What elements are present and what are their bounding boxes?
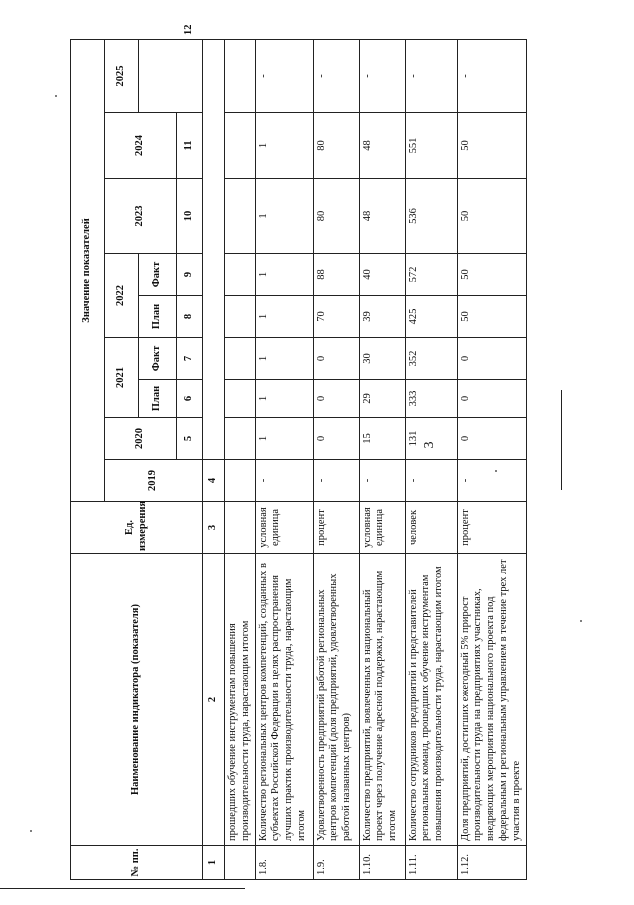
row-number: 1.12. — [457, 846, 526, 880]
value-2020: 15 — [359, 418, 405, 460]
value-2022-fact: 50 — [457, 254, 526, 296]
value-2025: - — [255, 39, 313, 112]
table-row — [225, 39, 256, 879]
column-number: 11 — [177, 113, 203, 179]
value-2021-plan: 0 — [457, 380, 526, 418]
header-plan-2022: План — [139, 296, 177, 338]
value-2024: 551 — [405, 113, 457, 179]
value-2020: 0 — [313, 418, 359, 460]
value-2021-plan: 333 — [405, 380, 457, 418]
row-number: 1.11. — [405, 846, 457, 880]
value-2023: 48 — [359, 179, 405, 254]
value-2025: - — [405, 39, 457, 112]
value-2020 — [225, 418, 256, 460]
indicator-name: Количество региональных центров компетенций, созданных в субъектах Российской Федерации в целях распространения лучших практик производительности труда, нарастающим итогом — [255, 554, 313, 846]
indicator-name: прошедших обучение инструментам повышения производительности труда, нарастающим итогом — [225, 554, 256, 846]
column-number: 6 — [177, 380, 203, 418]
value-2023 — [225, 179, 256, 254]
table-row — [457, 39, 526, 879]
value-2020: 131 — [405, 418, 457, 460]
table-row — [255, 39, 313, 879]
table-row — [405, 39, 457, 879]
value-2022-fact: 88 — [313, 254, 359, 296]
unit: человек — [405, 502, 457, 554]
indicator-name: Количество сотрудников предприятий и представителей региональных команд, прошедших обучение инструментам повышения производительности труда, нарастающим итогом — [405, 554, 457, 846]
value-2022-plan: 39 — [359, 296, 405, 338]
value-2025: - — [457, 39, 526, 112]
value-2019 — [225, 460, 256, 502]
column-number: 1 — [203, 846, 225, 880]
scan-artifact-line — [561, 390, 562, 490]
column-number: 8 — [177, 296, 203, 338]
value-2024: 80 — [313, 113, 359, 179]
value-2021-fact: 0 — [313, 338, 359, 380]
scan-artifact-dot — [495, 470, 497, 472]
column-number: 7 — [177, 338, 203, 380]
column-number: 3 — [203, 502, 225, 554]
value-2022-plan: 70 — [313, 296, 359, 338]
value-2022-plan: 1 — [255, 296, 313, 338]
value-2024: 48 — [359, 113, 405, 179]
scan-artifact-dot — [30, 830, 32, 832]
header-name: Наименование индикатора (показателя) — [71, 554, 203, 846]
value-2022-plan — [225, 296, 256, 338]
value-2019: - — [359, 460, 405, 502]
value-2021-plan: 0 — [313, 380, 359, 418]
column-number: 5 — [177, 418, 203, 460]
value-2025: - — [313, 39, 359, 112]
unit: процент — [457, 502, 526, 554]
unit: условная единица — [255, 502, 313, 554]
value-2021-plan — [225, 380, 256, 418]
value-2019: - — [255, 460, 313, 502]
value-2021-fact: 30 — [359, 338, 405, 380]
header-year-2019: 2019 — [105, 460, 203, 502]
value-2022-fact: 572 — [405, 254, 457, 296]
table-row — [313, 39, 359, 879]
value-2021-plan: 1 — [255, 380, 313, 418]
row-number: 1.10. — [359, 846, 405, 880]
scan-artifact-dot — [55, 95, 57, 97]
row-number — [225, 846, 256, 880]
header-year-2020: 2020 — [105, 418, 177, 460]
value-2022-fact — [225, 254, 256, 296]
header-fact-2022: Факт — [139, 254, 177, 296]
unit: процент — [313, 502, 359, 554]
column-number: 10 — [177, 179, 203, 254]
unit — [225, 502, 256, 554]
value-2022-fact: 40 — [359, 254, 405, 296]
column-number: 2 — [203, 554, 225, 846]
value-2022-plan: 50 — [457, 296, 526, 338]
column-number-filler — [203, 39, 225, 459]
value-2022-plan: 425 — [405, 296, 457, 338]
header-values: Значение показателей — [71, 39, 105, 501]
value-2019: - — [313, 460, 359, 502]
value-2024: 50 — [457, 113, 526, 179]
value-2020: 0 — [457, 418, 526, 460]
scan-artifact-dot — [580, 620, 582, 622]
value-2024 — [225, 113, 256, 179]
header-unit: Ед. измерения — [71, 502, 203, 554]
header-fact-2021: Факт — [139, 338, 177, 380]
value-2023: 80 — [313, 179, 359, 254]
header-year-2023: 2023 — [105, 179, 177, 254]
value-2019: - — [405, 460, 457, 502]
value-2023: 50 — [457, 179, 526, 254]
header-empty-2025 — [139, 39, 203, 112]
header-year-2024: 2024 — [105, 113, 177, 179]
header-no: № пп. — [71, 846, 203, 880]
value-2021-fact: 1 — [255, 338, 313, 380]
column-number: 4 — [203, 460, 225, 502]
header-year-2021: 2021 — [105, 338, 139, 418]
scan-artifact-line — [0, 888, 245, 889]
column-number: 9 — [177, 254, 203, 296]
value-2021-fact: 352 — [405, 338, 457, 380]
value-2023: 536 — [405, 179, 457, 254]
unit: условная единица — [359, 502, 405, 554]
header-year-2025: 2025 — [105, 39, 139, 112]
value-2021-fact — [225, 338, 256, 380]
value-2021-plan: 29 — [359, 380, 405, 418]
value-2024: 1 — [255, 113, 313, 179]
value-2023: 1 — [255, 179, 313, 254]
value-2021-fact: 0 — [457, 338, 526, 380]
value-2019: - — [457, 460, 526, 502]
page-number: 3 — [422, 441, 437, 449]
header-year-2022: 2022 — [105, 254, 139, 338]
table-row — [359, 39, 405, 879]
indicator-name: Удовлетворенность предприятий работой региональных центров компетенций (доля предприятий, удовлетворенных работой названных центров) — [313, 554, 359, 846]
value-2025 — [225, 39, 256, 112]
row-number: 1.8. — [255, 846, 313, 880]
indicator-name: Количество предприятий, вовлеченных в национальный проект через получение адресной поддержки, нарастающим итогом — [359, 554, 405, 846]
rotated-table-container — [70, 24, 522, 880]
value-2020: 1 — [255, 418, 313, 460]
value-2022-fact: 1 — [255, 254, 313, 296]
header-plan-2021: План — [139, 380, 177, 418]
indicators-table: № пп. Наименование индикатора (показателя) Ед. измерения Значение показателей 2019 2020 2021 2022 2023 2024 2025 План Факт План Факт 5 6 7 8 9 10 11 12 1 2 3 4 прошедших обучение инструментам повышения производительности труда, нарастающим итогом 1.8. Количество региональных центров компетенций, созданных в субъектах Российской Федерации в целях распространения лучших практик производительности труда, нарастающим итогом условная единица - 1 1 1 1 1 1 1 - 1.9. Удовлетворенность предприятий работой региональных центров компетенций (доля предприятий, удовлетворенных работой названных центров) процент - 0 0 0 70 88 80 80 - 1.10. Количество предприятий, вовлеченных в национальный проект через получение адресной поддержки, нарастающим итогом условная единица - 15 29 30 39 40 48 48 - 1.11. Количество сотрудников предприятий и представителей региональных команд, прошедших обучение инструментам повышения производительности труда, нарастающим итогом человек - 131 333 352 425 572 536 551 - 1.12. Доля предприятий, достигших ежегодный 5% прирост производительности труда на предприятиях участниках, внедряющих мероприятия национального проекта под федеральным и региональным управлением в течение трех лет участия в проекте процент - 0 0 0 50 50 50 50 - — [70, 39, 527, 880]
row-number: 1.9. — [313, 846, 359, 880]
indicator-name: Доля предприятий, достигших ежегодный 5% прирост производительности труда на предприятиях участниках, внедряющих мероприятия национального проекта под федеральным и региональным управлением в течение трех лет участия в проекте — [457, 554, 526, 846]
value-2025: - — [359, 39, 405, 112]
